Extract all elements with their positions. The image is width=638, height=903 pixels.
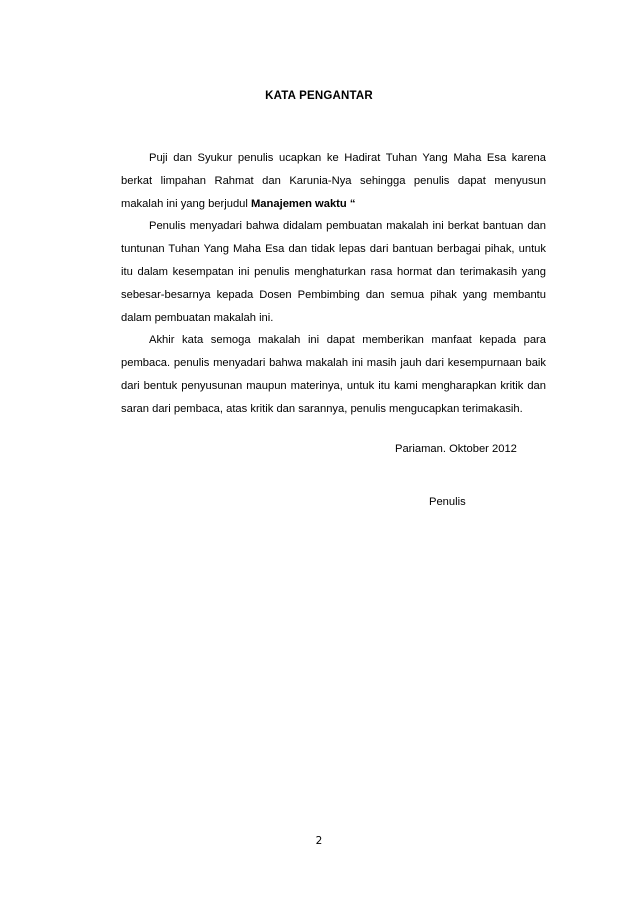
paper-title-bold: Manajemen waktu “ (250, 197, 356, 210)
body-text (121, 147, 546, 421)
paragraph-2: Penulis menyadari bahwa didalam pembuatan makalah ini berkat bantuan dan tuntunan Tuhan Yang Maha Esa dan tidak lepas dari bantuan berbagai pihak, untuk itu dalam kesempatan ini penulis menghaturkan rasa hormat dan terimakasih yang sebesar-besarnya kepada Dosen Pembimbing dan semua pihak yang membantu dalam pembuatan makalah ini. (121, 220, 546, 324)
paragraph-1 (121, 147, 546, 215)
page-title: KATA PENGANTAR (265, 90, 373, 102)
signature-name: Penulis (429, 496, 466, 508)
paragraph-1-text: Puji dan Syukur penulis ucapkan ke Hadirat Tuhan Yang Maha Esa karena berkat limpahan Rahmat dan Karunia-Nya sehingga penulis dapat menyusun makalah ini yang berjudul (121, 152, 546, 210)
place-date: Pariaman. Oktober 2012 (395, 443, 517, 455)
paragraph-3: Akhir kata semoga makalah ini dapat memberikan manfaat kepada para pembaca. penulis menyadari bahwa makalah ini masih jauh dari kesempurnaan baik dari bentuk penyusunan maupun materinya, untuk itu kami mengharapkan kritik dan saran dari pembaca, atas kritik dan sarannya, penulis mengucapkan terimakasih. (121, 334, 546, 415)
page-number: 2 (315, 835, 323, 847)
